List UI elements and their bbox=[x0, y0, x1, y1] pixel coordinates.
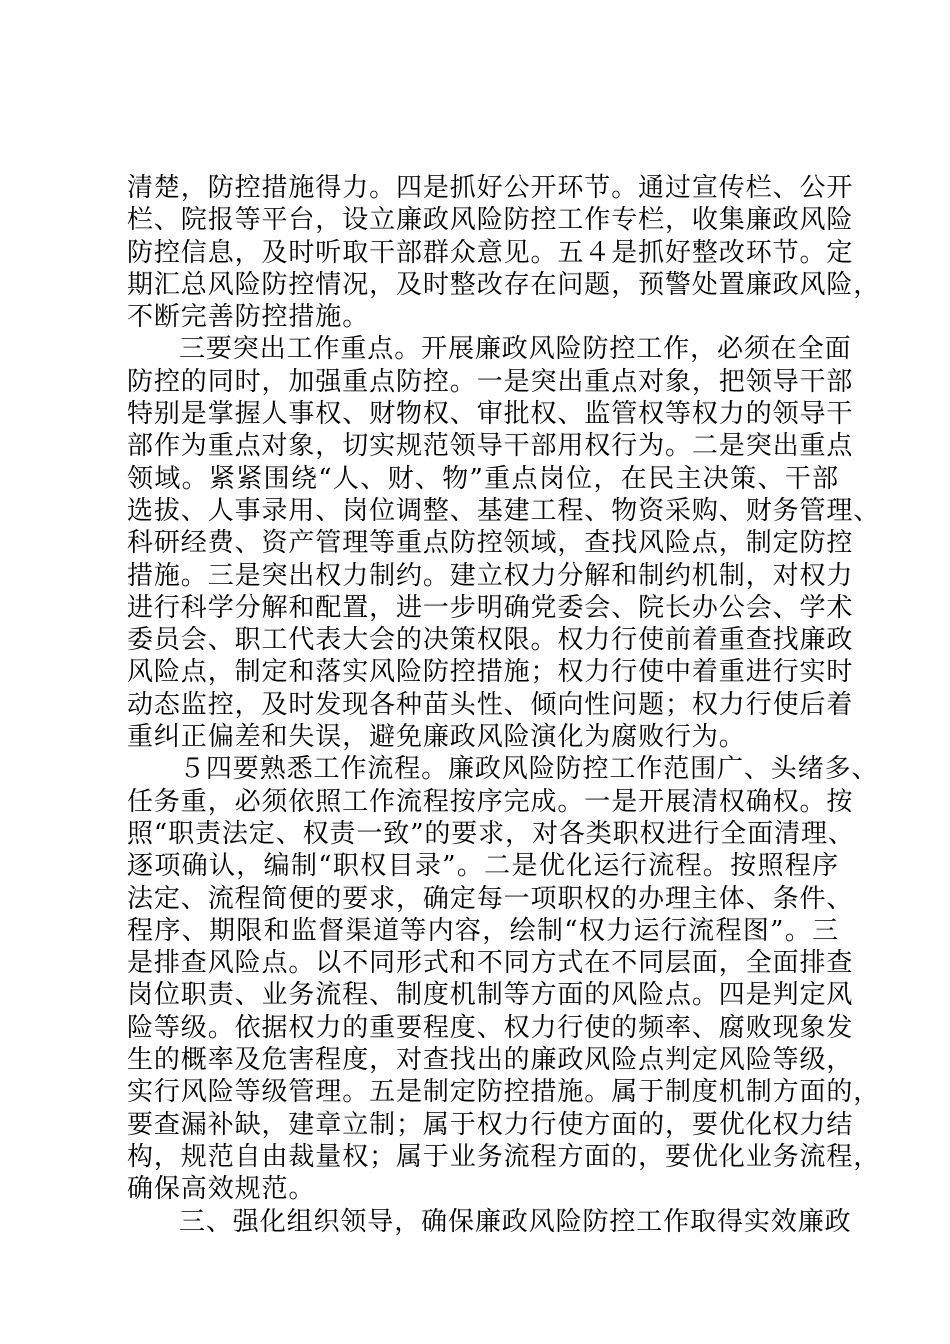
text-line: 构，规范自由裁量权；属于业务流程方面的，要优化业务流程， bbox=[127, 1141, 881, 1172]
text-line: 法定、流程简便的要求，确定每一项职权的办理主体、条件、 bbox=[127, 883, 854, 914]
text-line: 进行科学分解和配置，进一步明确党委会、院长办公会、学术 bbox=[127, 592, 854, 623]
body-text bbox=[127, 172, 881, 1238]
text-line: 逐项确认，编制“职权目录”。二是优化运行流程。按照程序 bbox=[127, 851, 839, 882]
text-line: 期汇总风险防控情况，及时整改存在问题，预警处置廉政风险， bbox=[127, 269, 881, 300]
text-line: 委员会、职工代表大会的决策权限。权力行使前着重查找廉政 bbox=[127, 625, 854, 656]
text-line: 三要突出工作重点。开展廉政风险防控工作，必须在全面 bbox=[179, 334, 852, 365]
text-line: 要查漏补缺，建章立制；属于权力行使方面的，要优化权力结 bbox=[127, 1109, 854, 1140]
text-line: 动态监控，及时发现各种苗头性、倾向性问题；权力行使后着 bbox=[127, 689, 854, 720]
text-line: 任务重，必须依照工作流程按序完成。一是开展清权确权。按 bbox=[127, 786, 854, 817]
text-line: 选拔、人事录用、岗位调整、基建工程、物资采购、财务管理、 bbox=[127, 495, 881, 526]
text-line: 岗位职责、业务流程、制度机制等方面的风险点。四是判定风 bbox=[127, 980, 854, 1011]
text-line: 三、强化组织领导，确保廉政风险防控工作取得实效廉政 bbox=[179, 1206, 852, 1237]
text-line: 程序、期限和监督渠道等内容，绘制“权力运行流程图”。三 bbox=[127, 915, 839, 946]
text-line: 部作为重点对象，切实规范领导干部用权行为。二是突出重点 bbox=[127, 431, 854, 462]
text-line: 确保高效规范。 bbox=[127, 1174, 316, 1205]
text-line: 清楚，防控措施得力。四是抓好公开环节。通过宣传栏、公开 bbox=[127, 173, 854, 203]
text-line: 是排查风险点。以不同形式和不同方式在不同层面，全面排查 bbox=[127, 948, 854, 979]
text-line: 照“职责法定、权责一致”的要求，对各类职权进行全面清理、 bbox=[127, 818, 855, 849]
text-line: 不断完善防控措施。 bbox=[127, 302, 370, 333]
text-line: 特别是掌握人事权、财物权、审批权、监管权等权力的领导干 bbox=[127, 399, 854, 430]
text-line: 险等级。依据权力的重要程度、权力行使的频率、腐败现象发 bbox=[127, 1012, 854, 1043]
text-line: 重纠正偏差和失误，避免廉政风险演化为腐败行为。 bbox=[127, 722, 746, 753]
text-line: 防控的同时，加强重点防控。一是突出重点对象，把领导干部 bbox=[127, 366, 854, 397]
text-line: 生的概率及危害程度，对查找出的廉政风险点判定风险等级， bbox=[127, 1045, 854, 1076]
text-line: 领域。紧紧围绕“人、财、物”重点岗位，在民主决策、干部 bbox=[127, 463, 839, 494]
text-line: 防控信息，及时听取干部群众意见。五４是抓好整改环节。定 bbox=[127, 237, 854, 268]
text-line: ５四要熟悉工作流程。廉政风险防控工作范围广、头绪多、 bbox=[179, 754, 879, 785]
text-line: 风险点，制定和落实风险防控措施；权力行使中着重进行实时 bbox=[127, 657, 854, 688]
text-line: 栏、院报等平台，设立廉政风险防控工作专栏，收集廉政风险 bbox=[127, 205, 854, 236]
text-line: 实行风险等级管理。五是制定防控措施。属于制度机制方面的， bbox=[127, 1077, 881, 1108]
text-line: 科研经费、资产管理等重点防控领域，查找风险点，制定防控 bbox=[127, 528, 854, 559]
text-line: 措施。三是突出权力制约。建立权力分解和制约机制，对权力 bbox=[127, 560, 854, 591]
